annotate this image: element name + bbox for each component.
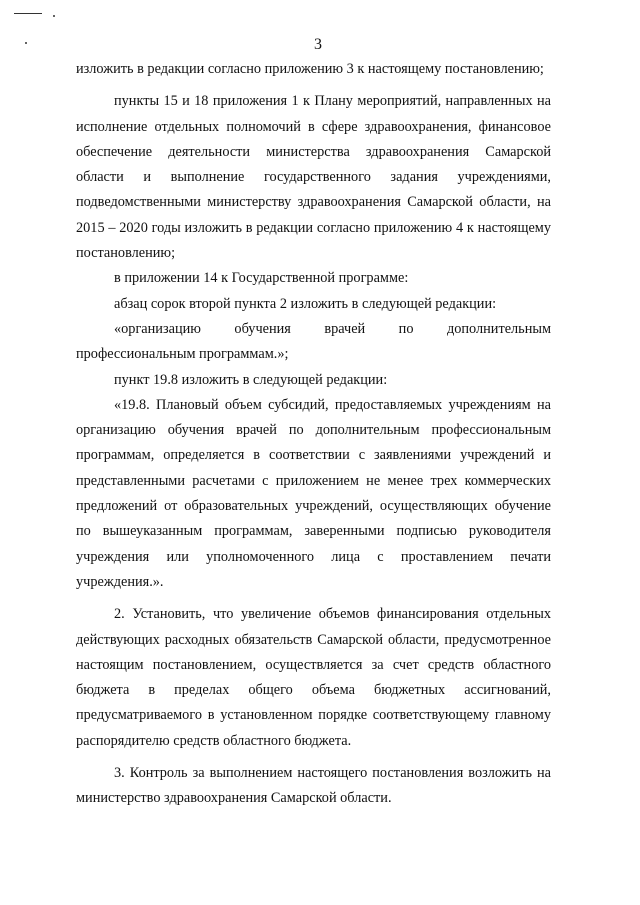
paragraph-quote-19-8: «19.8. Плановый объем субсидий, предоставляемых учреждениям на организацию обучения врачей по дополнительным профессиональным программам, определяется в соответствии с заявлениями учреждений и представленными расчетами с приложением не менее трех коммерческих предложений от образовательных учреждений, осуществляющих обучение по вышеуказанным программам, заверенными подписью руководителя учреждения или уполномоченного лица с проставлением печати учреждения.». — [76, 396, 551, 590]
paragraph-clause-3: 3. Контроль за выполнением настоящего постановления возложить на министерство здравоохранения Самарской области. — [76, 765, 551, 807]
page-number: 3 — [314, 36, 322, 53]
paragraph-quote-training: «организацию обучения врачей по дополнительным профессиональным программам.»; — [76, 320, 551, 363]
paragraph-abzac-42: абзац сорок второй пункта 2 изложить в следующей редакции: — [114, 295, 497, 312]
scan-dot — [53, 15, 55, 17]
document-body — [76, 57, 551, 812]
paragraph-clause-2: 2. Установить, что увеличение объемов финансирования отдельных действующих расходных обязательств Самарской области, предусмотренное настоящим постановлением, осуществляется за счет средств областного бюджета в пределах общего объема бюджетных ассигнований, предусматриваемого в установленном порядке соответствующему главному распорядителю средств областного бюджета. — [76, 606, 551, 749]
paragraph-continuation: изложить в редакции согласно приложению 3 к настоящему постановлению; — [76, 61, 544, 77]
scan-mark — [14, 13, 42, 14]
paragraph-item-19-8: пункт 19.8 изложить в следующей редакции: — [114, 371, 388, 388]
paragraph-appendix-14: в приложении 14 к Государственной программе: — [114, 270, 409, 287]
paragraph-items-15-18: пункты 15 и 18 приложения 1 к Плану мероприятий, направленных на исполнение отдельных полномочий в сфере здравоохранения, финансовое обеспечение деятельности министерства здравоохранения Самарской области и выполнение государственного задания учреждениями, подведомственными министерству здравоохранения Самарской области, на 2015 – 2020 годы изложить в редакции согласно приложению 4 к настоящему постановлению; — [76, 93, 551, 262]
